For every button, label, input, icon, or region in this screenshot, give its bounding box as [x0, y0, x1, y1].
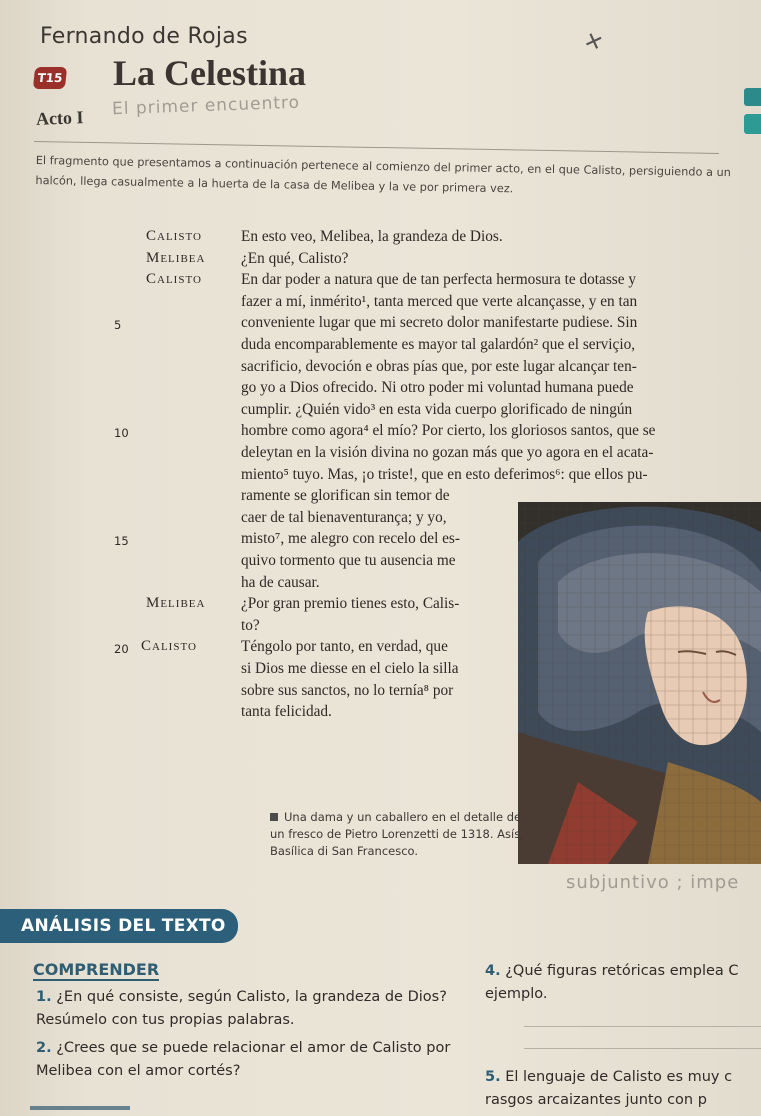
dialogue-text: En esto veo, Melibea, la grandeza de Dios.	[241, 228, 503, 245]
intro-paragraph: El fragmento que presentamos a continuación pertenece al comienzo del primer acto, en el que Calisto, persiguiendo a un halcón, llega casualmente a la huerta de la casa de Melibea y la ve por primera vez.	[35, 153, 731, 196]
dialogue-text: ¿Por gran premio tienes esto, Calis-	[241, 595, 460, 613]
fresco-image	[518, 502, 761, 864]
dialogue-text: sobre sus sanctos, no lo ternía⁸ por	[241, 681, 454, 699]
dialogue-text: misto⁷, me alegro con recelo del es-	[241, 530, 460, 548]
dialogue-text: tanta felicidad.	[241, 703, 332, 721]
unit-badge: T15	[33, 67, 67, 89]
dialogue-text: go yo a Dios ofrecido. Ni otro poder mi voluntad humana puede	[241, 379, 634, 397]
question-text: ¿Qué figuras retóricas emplea C ejemplo.	[485, 963, 739, 1002]
play-line	[0, 379, 761, 401]
dialogue-text: conveniente lugar que mi secreto dolor manifestarte pudiese. Sin	[241, 314, 638, 332]
question-item	[36, 986, 476, 1032]
question-item	[485, 1066, 755, 1112]
question-text: El lenguaje de Calisto es muy c rasgos arcaizantes junto con p	[485, 1069, 733, 1108]
question-number: 1.	[36, 989, 52, 1005]
question-item	[36, 1037, 466, 1083]
question-text: ¿Crees que se puede relacionar el amor de Calisto por Melibea con el amor cortés?	[36, 1040, 451, 1079]
dialogue-text: miento⁵ tuyo. Mas, ¡o triste!, que en esto deferimos⁶: que ellos pu-	[241, 465, 648, 483]
line-number: 15	[114, 534, 129, 549]
page-title: La Celestina	[113, 53, 306, 93]
dialogue-text: sacrificio, devoción e obras pías que, por este lugar alcançar ten-	[241, 357, 637, 375]
line-number: 10	[114, 426, 129, 441]
question-number: 5.	[485, 1069, 501, 1085]
question-number: 2.	[36, 1040, 52, 1056]
play-line	[0, 336, 761, 358]
question-item	[485, 960, 755, 1006]
speaker-name: Melibea	[146, 249, 206, 266]
speaker-name: Calisto	[146, 228, 202, 244]
play-line	[0, 314, 761, 336]
sticky-tab	[744, 88, 761, 106]
dialogue-text: ¿En qué, Calisto?	[241, 249, 349, 267]
handwritten-note: El primer encuentro	[111, 92, 301, 120]
image-caption	[270, 809, 530, 860]
answer-line[interactable]	[524, 1048, 761, 1049]
square-bullet-icon	[270, 813, 278, 821]
dialogue-text: caer de tal bienaventurança; y yo,	[241, 508, 447, 526]
play-line	[0, 293, 761, 315]
answer-line[interactable]	[524, 1026, 761, 1027]
play-line	[0, 422, 761, 444]
dialogue-text: duda encomparablemente es mayor tal galardón² que el serviçio,	[241, 336, 636, 353]
act-label: Acto I	[35, 107, 84, 129]
pencil-mark-icon: ✕	[580, 27, 607, 58]
dialogue-text: si Dios me diesse en el cielo la silla	[241, 660, 459, 677]
speaker-name: Melibea	[146, 595, 206, 612]
speaker-name: Calisto	[141, 638, 197, 655]
line-number: 5	[114, 318, 122, 333]
play-line	[0, 271, 761, 293]
divider	[30, 1106, 130, 1110]
author-name: Fernando de Rojas	[40, 24, 248, 49]
caption-text: Una dama y un caballero en el detalle de un fresco de Pietro Lorenzetti de 1318. Asís, Basílica di San Francesco.	[270, 810, 524, 858]
subsection-title: COMPRENDER	[33, 960, 160, 979]
dialogue-text: fazer a mí, inmérito¹, tanta merced que verte alcançasse, y en tan	[241, 292, 638, 310]
line-number: 20	[114, 642, 129, 657]
question-number: 4.	[485, 963, 501, 979]
dialogue-text: ha de causar.	[241, 573, 320, 591]
dialogue-text: cumplir. ¿Quién vido³ en esta vida cuerpo glorificado de ningún	[241, 400, 633, 418]
play-line	[0, 466, 761, 488]
play-line	[0, 358, 761, 380]
speaker-name: Calisto	[146, 271, 202, 288]
dialogue-text: to?	[241, 616, 260, 634]
dialogue-text: En dar poder a natura que de tan perfecta hermosura te dotasse y	[241, 271, 636, 289]
play-line	[0, 250, 761, 272]
section-banner: ANÁLISIS DEL TEXTO	[0, 909, 238, 943]
dialogue-text: Téngolo por tanto, en verdad, que	[241, 638, 448, 656]
play-line	[0, 228, 761, 250]
dialogue-text: deleytan en la visión divina no gozan más que yo agora en el acata-	[241, 444, 654, 461]
handwritten-note: subjuntivo ; impe	[566, 872, 740, 893]
play-line	[0, 401, 761, 423]
dialogue-text: ramente se glorifican sin temor de	[241, 487, 450, 505]
dialogue-text: hombre como agora⁴ el mío? Por cierto, los gloriosos santos, que se	[241, 422, 656, 440]
play-line	[0, 444, 761, 466]
sticky-tab	[744, 114, 761, 134]
dialogue-text: quivo tormento que tu ausencia me	[241, 552, 456, 569]
question-text: ¿En qué consiste, según Calisto, la grandeza de Dios? Resúmelo con tus propias palabras.	[36, 989, 447, 1028]
